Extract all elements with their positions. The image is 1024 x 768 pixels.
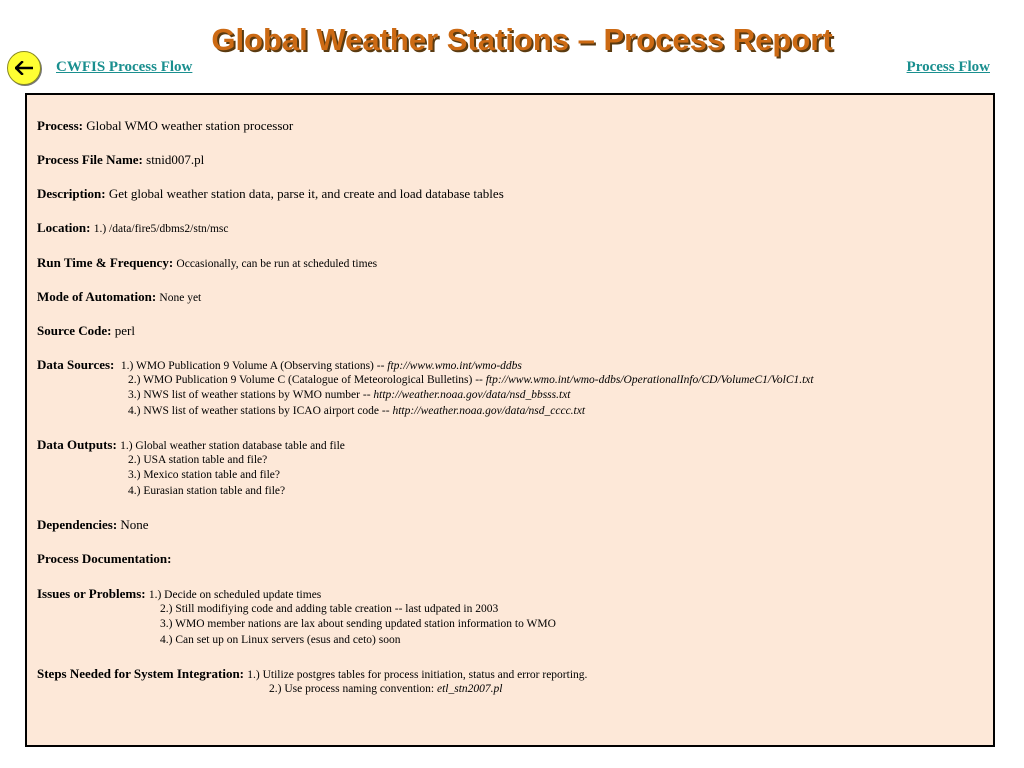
- process-row: [37, 118, 293, 133]
- automation-label: Mode of Automation:: [37, 289, 157, 304]
- data-outputs-label: Data Outputs:: [37, 437, 117, 452]
- process-label: Process:: [37, 118, 83, 133]
- source-code-label: Source Code:: [37, 323, 112, 338]
- integration-row: [37, 666, 587, 683]
- cwfis-process-flow-link[interactable]: CWFIS Process Flow: [56, 59, 193, 75]
- source-code-value: perl: [114, 323, 135, 338]
- location-row: [37, 220, 229, 237]
- automation-row: [37, 289, 201, 306]
- description-row: [37, 186, 504, 201]
- run-time-row: [37, 255, 377, 272]
- run-time-value: Occasionally, can be run at scheduled times: [176, 258, 378, 270]
- arrow-left-icon: [15, 61, 33, 75]
- file-name-row: [37, 152, 204, 167]
- source-code-row: [37, 323, 135, 338]
- data-output-item: 1.) Global weather station database table and file: [120, 440, 345, 452]
- issue-item: 4.) Can set up on Linux servers (esus and ceto) soon: [160, 634, 401, 646]
- location-label: Location:: [37, 220, 91, 235]
- dependencies-row: [37, 517, 149, 532]
- back-button[interactable]: [7, 51, 41, 85]
- run-time-label: Run Time & Frequency:: [37, 255, 174, 270]
- data-output-item: 4.) Eurasian station table and file?: [128, 485, 286, 497]
- documentation-row: [37, 551, 171, 566]
- file-name-value: stnid007.pl: [146, 152, 205, 167]
- dependencies-value: None: [120, 517, 149, 532]
- data-source-item: 1.) WMO Publication 9 Volume A (Observing stations) -- ftp://www.wmo.int/wmo-ddbs: [120, 360, 522, 372]
- issues-row: [37, 586, 321, 603]
- data-sources-row: [37, 357, 522, 374]
- issue-item: 1.) Decide on scheduled update times: [148, 589, 322, 601]
- data-source-item: 2.) WMO Publication 9 Volume C (Catalogue of Meteorological Bulletins) -- ftp://www.wmo.int/wmo-ddbs/OperationalInfo/CD/VolumeC1/VolC1.txt: [128, 374, 814, 386]
- report-panel: [25, 93, 995, 747]
- data-source-item: 4.) NWS list of weather stations by ICAO airport code -- http://weather.noaa.gov/data/nsd_cccc.txt: [128, 405, 586, 417]
- dependencies-label: Dependencies:: [37, 517, 118, 532]
- description-label: Description:: [37, 186, 106, 201]
- issue-item: 3.) WMO member nations are lax about sending updated station information to WMO: [160, 618, 556, 630]
- automation-value: None yet: [159, 292, 202, 304]
- documentation-label: Process Documentation:: [37, 551, 172, 566]
- data-output-item: 3.) Mexico station table and file?: [128, 469, 281, 481]
- process-flow-link[interactable]: Process Flow: [906, 59, 990, 75]
- file-name-label: Process File Name:: [37, 152, 143, 167]
- process-value: Global WMO weather station processor: [86, 118, 294, 133]
- page-title: Global Weather Stations – Process Report: [211, 22, 833, 57]
- data-sources-label: Data Sources:: [37, 357, 115, 372]
- integration-label: Steps Needed for System Integration:: [37, 666, 245, 681]
- issue-item: 2.) Still modifiying code and adding table creation -- last udpated in 2003: [160, 603, 499, 615]
- data-output-item: 2.) USA station table and file?: [128, 454, 268, 466]
- description-value: Get global weather station data, parse it, and create and load database tables: [108, 186, 504, 201]
- integration-item: 1.) Utilize postgres tables for process initiation, status and error reporting.: [247, 669, 588, 681]
- data-outputs-row: [37, 437, 345, 454]
- integration-item: 2.) Use process naming convention: etl_stn2007.pl: [269, 683, 503, 695]
- location-value: 1.) /data/fire5/dbms2/stn/msc: [93, 223, 229, 235]
- issues-label: Issues or Problems:: [37, 586, 146, 601]
- data-source-item: 3.) NWS list of weather stations by WMO number -- http://weather.noaa.gov/data/nsd_bbsss.txt: [128, 389, 571, 401]
